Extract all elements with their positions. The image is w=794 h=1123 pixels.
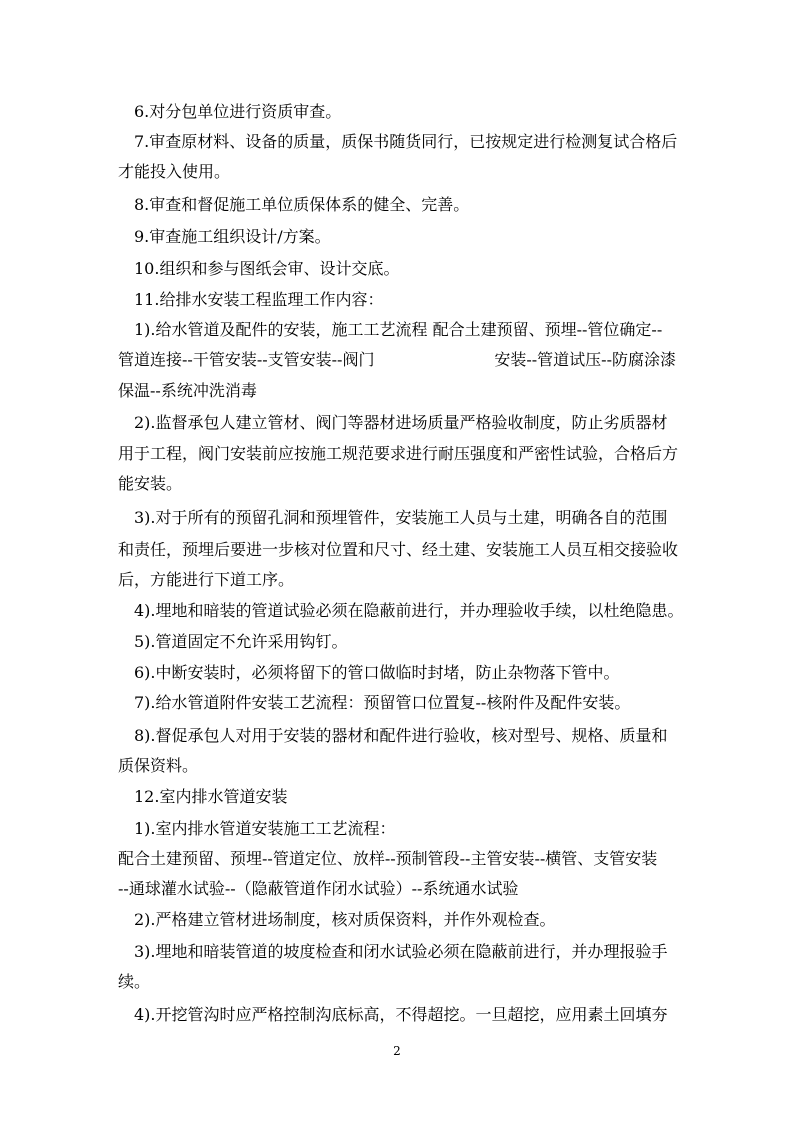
text-line: 保温--系统冲洗消毒 (118, 381, 257, 400)
text-line-spread (118, 350, 676, 370)
text-line: 3).埋地和暗装管道的坡度检查和闭水试验必须在隐蔽前进行，并办理报验手 (134, 942, 668, 961)
text-line: --通球灌水试验--（隐蔽管道作闭水试验）--系统通水试验 (118, 879, 519, 898)
text-line: 1).室内排水管道安装施工工艺流程： (134, 819, 396, 838)
text-line: 4).埋地和暗装的管道试验必须在隐蔽前进行，并办理验收手续，以杜绝隐患。 (134, 601, 684, 620)
text-line: 12.室内排水管道安装 (134, 787, 288, 806)
text-line: 后，方能进行下道工序。 (118, 570, 295, 589)
text-line: 配合土建预留、预埋--管道定位、放样--预制管段--主管安装--横管、支管安装 (118, 849, 658, 868)
text-line: 9.审查施工组织设计/方案。 (134, 227, 331, 246)
text-line: 7).给水管道附件安装工艺流程：预留管口位置复--核附件及配件安装。 (134, 693, 631, 712)
text-line: 11.给排水安装工程监理工作内容： (134, 290, 384, 309)
text-line: 续。 (118, 972, 151, 991)
text-line: 8.审查和督促施工单位质保体系的健全、完善。 (134, 195, 470, 214)
text-line: 2).监督承包人建立管材、阀门等器材进场质量严格验收制度，防止劣质器材 (134, 413, 668, 432)
text-line: 6.对分包单位进行资质审查。 (134, 102, 342, 121)
text-line: 3).对于所有的预留孔洞和预埋管件，安装施工人员与土建，明确各自的范围 (134, 508, 668, 527)
spread-line-left: 管道连接--干管安装--支管安装--阀门 (118, 350, 375, 369)
text-line: 10.组织和参与图纸会审、设计交底。 (134, 259, 400, 278)
text-line: 才能投入使用。 (118, 162, 231, 181)
text-line: 2).严格建立管材进场制度，核对质保资料，并作外观检查。 (134, 910, 556, 929)
text-line: 8).督促承包人对用于安装的器材和配件进行验收，核对型号、规格、质量和 (134, 726, 668, 745)
text-line: 1).给水管道及配件的安装，施工工艺流程 配合土建预留、预埋--管位确定-- (134, 320, 663, 339)
page-number: 2 (393, 1044, 401, 1058)
text-line: 6).中断安装时，必须将留下的管口做临时封堵，防止杂物落下管中。 (134, 663, 620, 682)
text-line: 和责任，预埋后要进一步核对位置和尺寸、经土建、安装施工人员互相交接验收 (118, 540, 679, 559)
spread-line-right: 安装--管道试压--防腐涂漆 (494, 350, 676, 369)
text-line: 质保资料。 (118, 756, 199, 775)
text-line: 4).开挖管沟时应严格控制沟底标高，不得超挖。一旦超挖，应用素土回填夯 (134, 1005, 668, 1024)
text-line: 用于工程，阀门安装前应按施工规范要求进行耐压强度和严密性试验，合格后方 (118, 444, 679, 463)
text-line: 5).管道固定不允许采用钩钉。 (134, 632, 348, 651)
text-line: 7.审查原材料、设备的质量，质保书随货同行，已按规定进行检测复试合格后 (134, 132, 678, 151)
text-line: 能安装。 (118, 474, 183, 493)
